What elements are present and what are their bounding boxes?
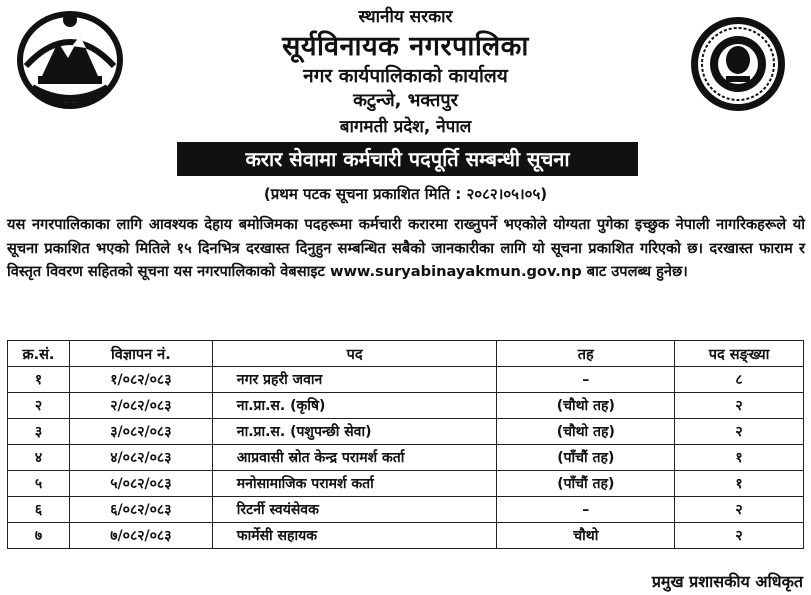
level-cell: (पाँचौं तह) (497, 471, 675, 497)
municipality-name: सूर्यविनायक नगरपालिका (282, 31, 529, 62)
office-name: नगर कार्यपालिकाको कार्यालय (303, 65, 508, 87)
post-cell: मनोसामाजिक परामर्श कर्ता (212, 471, 497, 497)
website-link[interactable]: www.suryabinayakmun.gov.np (329, 263, 582, 280)
post-cell: ना.प्रा.स. (पशुपन्छी सेवा) (212, 419, 497, 445)
count-cell: २ (675, 393, 804, 419)
notice-body (7, 213, 805, 284)
serial-cell: ३ (8, 419, 70, 445)
col-level: तह (497, 341, 675, 367)
level-cell: (पाँचौं तह) (497, 445, 675, 471)
count-cell: १ (675, 445, 804, 471)
count-cell: २ (675, 497, 804, 523)
table-row (8, 523, 804, 549)
serial-cell: १ (8, 367, 70, 393)
serial-cell: ६ (8, 497, 70, 523)
col-count: पद सङ्ख्या (675, 341, 804, 367)
letterhead (0, 0, 811, 140)
ad-number-cell: १/०८२/०८३ (69, 367, 212, 393)
level-cell: चौथो (497, 523, 675, 549)
ad-number-cell: ६/०८२/०८३ (69, 497, 212, 523)
ad-number-cell: २/०८२/०८३ (69, 393, 212, 419)
level-cell: – (497, 367, 675, 393)
post-cell: नगर प्रहरी जवान (212, 367, 497, 393)
count-cell: ८ (675, 367, 804, 393)
province-country: बागमती प्रदेश, नेपाल (339, 117, 472, 137)
signature-title: प्रमुख प्रशासकीय अधिकृत (651, 572, 803, 591)
post-cell: आप्रवासी स्रोत केन्द्र परामर्श कर्ता (212, 445, 497, 471)
serial-cell: ७ (8, 523, 70, 549)
table-row (8, 471, 804, 497)
table-row (8, 445, 804, 471)
col-post: पद (212, 341, 497, 367)
count-cell: १ (675, 471, 804, 497)
post-cell: फार्मेसी सहायक (212, 523, 497, 549)
notice-body-text: यस नगरपालिकाका लागि आवश्यक देहाय बमोजिमका पदहरूमा कर्मचारी करारमा राख्नुपर्ने भएकोले योग्यता पुगेका इच्छुक नेपाली नागरिकहरूले यो सूचना प्रकाशित भएको मितिले १५ दिनभित्र दरखास्त दिनुहुन सम्बन्धित सबैको जानकारीका लागि यो सूचना प्रकाशित गरिएको छ। दरखास्त फाराम र विस्तृत विवरण सहितको सूचना यस नगरपालिकाको वेबसाइट (7, 216, 805, 280)
notice-title: करार सेवामा कर्मचारी पदपूर्ति सम्बन्धी सूचना (177, 142, 638, 176)
ad-number-cell: ७/०८२/०८३ (69, 523, 212, 549)
serial-cell: २ (8, 393, 70, 419)
header-government: स्थानीय सरकार (358, 7, 453, 27)
post-cell: रिटर्नी स्वयंसेवक (212, 497, 497, 523)
col-serial: क्र.सं. (8, 341, 70, 367)
notice-body-end: बाट उपलब्ध हुनेछ। (581, 263, 688, 280)
table-header-row (8, 341, 804, 367)
level-cell: (चौथो तह) (497, 419, 675, 445)
serial-cell: ४ (8, 445, 70, 471)
ad-number-cell: ४/०८२/०८३ (69, 445, 212, 471)
count-cell: २ (675, 419, 804, 445)
serial-cell: ५ (8, 471, 70, 497)
publish-date: (प्रथम पटक सूचना प्रकाशित मिति : २०८२।०५।०५) (263, 185, 548, 203)
ad-number-cell: ३/०८२/०८३ (69, 419, 212, 445)
table-row (8, 419, 804, 445)
post-cell: ना.प्रा.स. (कृषि) (212, 393, 497, 419)
table-row (8, 393, 804, 419)
office-location: कटुन्जे, भक्तपुर (353, 90, 458, 111)
table-row (8, 497, 804, 523)
vacancy-table (7, 340, 804, 549)
ad-number-cell: ५/०८२/०८३ (69, 471, 212, 497)
municipality-seal-icon (688, 14, 788, 114)
level-cell: (चौथो तह) (497, 393, 675, 419)
table-row (8, 367, 804, 393)
col-ad-number: विज्ञापन नं. (69, 341, 212, 367)
level-cell: – (497, 497, 675, 523)
count-cell: २ (675, 523, 804, 549)
